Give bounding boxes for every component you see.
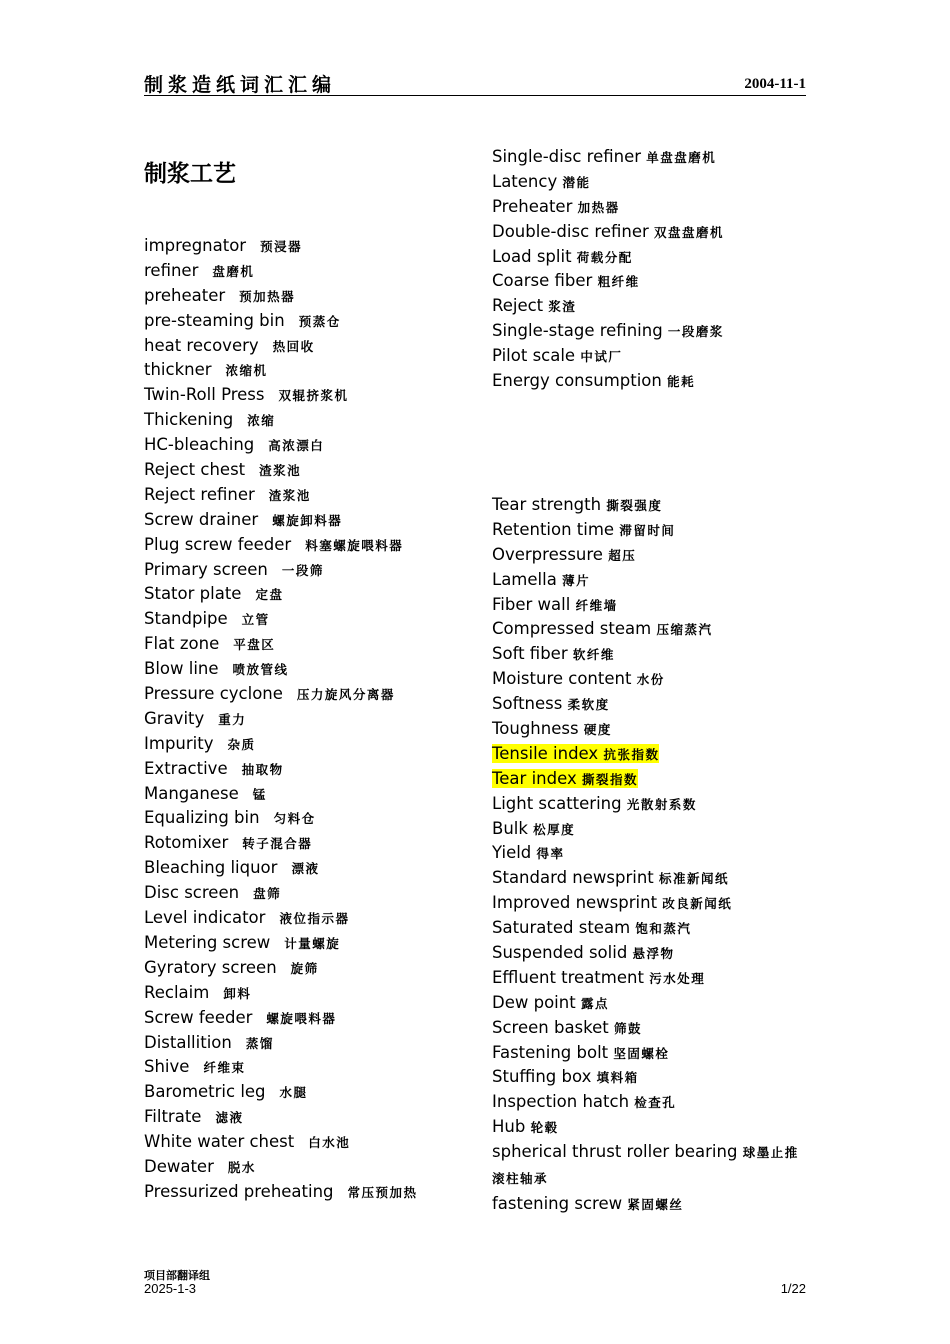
- term-english: Fiber wall: [492, 594, 571, 614]
- glossary-entry: [144, 632, 418, 657]
- term-chinese: 松厚度: [533, 821, 576, 837]
- glossary-entry: [144, 806, 418, 831]
- term-english: Overpressure: [492, 544, 603, 564]
- term-english: Impurity: [144, 733, 214, 753]
- glossary-entry: [144, 956, 418, 981]
- term-chinese: 滤液: [215, 1110, 244, 1126]
- glossary-entry: [144, 259, 418, 284]
- section-title: 制浆工艺: [144, 161, 236, 187]
- term-chinese: 锰: [252, 786, 267, 802]
- glossary-entry: [144, 856, 418, 881]
- glossary-entry: [144, 309, 418, 334]
- term-english: Manganese: [144, 783, 239, 803]
- term-chinese: 预蒸仓: [298, 313, 341, 329]
- term-english: Lamella: [492, 569, 557, 589]
- glossary-entry: [492, 1140, 812, 1192]
- header-rule: [144, 95, 806, 96]
- term-chinese: 软纤维: [572, 647, 615, 663]
- term-chinese: 撕裂指数: [581, 771, 638, 787]
- term-chinese: 盘筛: [253, 886, 282, 902]
- term-chinese: 盘磨机: [212, 263, 255, 279]
- term-chinese: 一段磨浆: [667, 324, 724, 340]
- term-english: Double-disc refiner: [492, 221, 649, 241]
- term-chinese: 渣浆池: [259, 463, 302, 479]
- term-chinese: 饱和蒸汽: [635, 921, 692, 937]
- term-chinese: 常压预加热: [347, 1184, 418, 1200]
- glossary-entry: [492, 692, 812, 717]
- term-english: Reject refiner: [144, 484, 255, 504]
- term-english: Toughness: [492, 719, 579, 739]
- term-chinese: 撕裂强度: [606, 498, 663, 513]
- glossary-entry: [144, 906, 418, 931]
- term-english: Improved newsprint: [492, 893, 658, 913]
- term-chinese: 纤维墙: [575, 597, 618, 613]
- glossary-entry: [144, 782, 418, 807]
- glossary-entry: [492, 1090, 812, 1115]
- glossary-entry: [492, 1192, 812, 1217]
- glossary-entry: [144, 358, 418, 383]
- highlighted-term: [492, 744, 659, 763]
- term-chinese: 螺旋卸料器: [272, 512, 343, 528]
- term-chinese: 热回收: [272, 338, 315, 354]
- term-chinese: 喷放管线: [232, 662, 289, 678]
- glossary-entry: [144, 707, 418, 732]
- footer-organization: 项目部翻译组: [144, 1269, 210, 1282]
- term-chinese: 筛鼓: [614, 1020, 643, 1036]
- term-chinese: 填料箱: [596, 1070, 639, 1086]
- term-chinese: 渣浆池: [268, 487, 311, 503]
- glossary-entry: [144, 732, 418, 757]
- glossary-entry: [492, 220, 724, 245]
- term-chinese: 脱水: [227, 1159, 256, 1175]
- term-chinese: 旋筛: [290, 960, 319, 976]
- term-chinese: 加热器: [577, 199, 620, 215]
- glossary-entry: [144, 558, 418, 583]
- term-chinese: 滞留时间: [619, 522, 676, 538]
- glossary-entry: [492, 617, 812, 642]
- document-header-date: 2004-11-1: [744, 76, 806, 92]
- term-english: preheater: [144, 285, 226, 305]
- term-chinese: 轮毂: [530, 1120, 559, 1136]
- term-chinese: 水腿: [279, 1085, 308, 1101]
- glossary-entry: [492, 742, 812, 767]
- term-chinese: 压力旋风分离器: [296, 687, 395, 703]
- term-english: fastening screw: [492, 1193, 623, 1213]
- glossary-entry: [144, 1031, 418, 1056]
- footer-date: 2025-1-3: [144, 1281, 197, 1296]
- glossary-entry: [492, 369, 724, 394]
- term-english: spherical thrust roller bearing: [492, 1142, 738, 1162]
- glossary-entry: [144, 284, 418, 309]
- term-english: thickner: [144, 360, 212, 380]
- term-english: Blow line: [144, 659, 219, 679]
- glossary-entry: [144, 1130, 418, 1155]
- term-chinese: 坚固螺栓: [613, 1045, 670, 1061]
- term-english: Gravity: [144, 708, 205, 728]
- term-english: Soft fiber: [492, 644, 568, 664]
- term-english: Barometric leg: [144, 1082, 266, 1102]
- term-chinese: 检查孔: [634, 1095, 677, 1111]
- term-english: Bulk: [492, 818, 528, 838]
- term-english: Suspended solid: [492, 943, 628, 963]
- term-english: Load split: [492, 246, 572, 266]
- term-chinese: 计量螺旋: [284, 935, 341, 951]
- term-chinese: 潜能: [562, 174, 591, 190]
- glossary-entry: [492, 170, 724, 195]
- term-english: Bleaching liquor: [144, 858, 278, 878]
- term-english: Retention time: [492, 519, 615, 539]
- term-english: Reject chest: [144, 460, 246, 480]
- term-chinese: 重力: [218, 711, 247, 727]
- term-chinese: 浆渣: [548, 299, 577, 315]
- term-english: Plug screw feeder: [144, 534, 292, 554]
- term-english: Stuffing box: [492, 1067, 592, 1087]
- glossary-entry: [492, 817, 812, 842]
- term-chinese: 纤维束: [203, 1060, 246, 1076]
- glossary-entry: [144, 831, 418, 856]
- term-english: Level indicator: [144, 908, 266, 928]
- term-english: Dew point: [492, 992, 576, 1012]
- term-chinese: 平盘区: [233, 637, 276, 653]
- glossary-entry: [492, 543, 812, 568]
- term-english: Reclaim: [144, 982, 210, 1002]
- term-chinese: 双盘盘磨机: [654, 224, 725, 240]
- glossary-entry: [492, 841, 812, 866]
- glossary-entry: [144, 582, 418, 607]
- term-english: Inspection hatch: [492, 1092, 630, 1112]
- term-chinese: 单盘盘磨机: [646, 150, 717, 165]
- glossary-entry: [492, 269, 724, 294]
- term-english: Filtrate: [144, 1107, 202, 1127]
- term-english: Equalizing bin: [144, 808, 260, 828]
- term-english: heat recovery: [144, 335, 259, 355]
- term-english: Light scattering: [492, 793, 622, 813]
- glossary-entry: [144, 458, 418, 483]
- glossary-entry: [492, 568, 812, 593]
- term-english: Screw feeder: [144, 1007, 253, 1027]
- term-english: Reject: [492, 296, 544, 316]
- glossary-entry: [492, 319, 724, 344]
- term-chinese: 预浸器: [260, 239, 303, 254]
- term-chinese: 高浓漂白: [268, 438, 325, 454]
- glossary-column-left: [144, 234, 418, 1205]
- term-english: Tensile index: [492, 743, 599, 763]
- term-english: Dewater: [144, 1156, 214, 1176]
- term-english: Hub: [492, 1117, 526, 1137]
- term-english: Energy consumption: [492, 371, 662, 391]
- glossary-column-right-bottom: [492, 493, 812, 1217]
- term-english: Yield: [492, 843, 532, 863]
- term-english: Single-disc refiner: [492, 147, 642, 166]
- term-english: Pressure cyclone: [144, 684, 283, 704]
- glossary-entry: [144, 334, 418, 359]
- term-chinese: 柔软度: [567, 697, 610, 713]
- term-chinese: 改良新闻纸: [662, 896, 733, 912]
- page-number: 1/22: [780, 1281, 806, 1296]
- term-english: Softness: [492, 694, 563, 714]
- term-english: Standard newsprint: [492, 868, 654, 888]
- term-chinese: 悬浮物: [632, 946, 675, 962]
- glossary-entry: [144, 408, 418, 433]
- term-english: Tear index: [492, 768, 577, 788]
- term-chinese: 双辊挤浆机: [278, 388, 349, 404]
- glossary-entry: [144, 234, 418, 259]
- term-english: Preheater: [492, 196, 573, 216]
- term-english: refiner: [144, 260, 199, 280]
- term-english: HC-bleaching: [144, 435, 255, 455]
- glossary-entry: [144, 483, 418, 508]
- glossary-entry: [492, 344, 724, 369]
- glossary-entry: [144, 757, 418, 782]
- glossary-entry: [144, 657, 418, 682]
- term-chinese: 转子混合器: [242, 836, 313, 852]
- term-english: Pressurized preheating: [144, 1181, 334, 1201]
- term-chinese: 中试厂: [580, 349, 623, 365]
- glossary-entry: [492, 966, 812, 991]
- term-english: Metering screw: [144, 932, 271, 952]
- term-chinese: 得率: [536, 846, 565, 862]
- term-english: Pilot scale: [492, 346, 576, 366]
- glossary-entry: [144, 533, 418, 558]
- term-english: Coarse fiber: [492, 271, 593, 291]
- term-chinese: 标准新闻纸: [659, 871, 730, 887]
- glossary-entry: [144, 1105, 418, 1130]
- term-chinese: 杂质: [227, 736, 256, 752]
- document-header-title: 制浆造纸词汇汇编: [144, 74, 337, 96]
- glossary-entry: [492, 717, 812, 742]
- term-chinese: 球墨止推滚柱轴承: [492, 1145, 799, 1187]
- term-chinese: 光散射系数: [626, 796, 697, 812]
- term-chinese: 浓缩机: [225, 363, 268, 379]
- term-english: Thickening: [144, 410, 234, 430]
- term-english: Screw drainer: [144, 509, 259, 529]
- glossary-entry: [492, 767, 812, 792]
- glossary-entry: [492, 1041, 812, 1066]
- term-chinese: 水份: [636, 672, 665, 688]
- glossary-entry: [144, 1080, 418, 1105]
- glossary-entry: [492, 991, 812, 1016]
- glossary-entry: [144, 1006, 418, 1031]
- term-chinese: 露点: [580, 995, 609, 1011]
- glossary-entry: [144, 508, 418, 533]
- glossary-entry: [144, 1155, 418, 1180]
- term-english: Extractive: [144, 758, 228, 778]
- term-chinese: 漂液: [291, 861, 320, 877]
- glossary-entry: [492, 792, 812, 817]
- term-english: pre-steaming bin: [144, 310, 285, 330]
- glossary-entry: [492, 493, 812, 518]
- glossary-entry: [144, 931, 418, 956]
- term-chinese: 粗纤维: [597, 274, 640, 290]
- glossary-entry: [144, 881, 418, 906]
- term-chinese: 立管: [241, 612, 270, 628]
- term-english: Effluent treatment: [492, 967, 644, 987]
- term-english: Latency: [492, 171, 558, 191]
- term-english: Gyratory screen: [144, 957, 277, 977]
- term-english: Compressed steam: [492, 619, 652, 639]
- term-english: Twin-Roll Press: [144, 385, 265, 405]
- term-chinese: 预加热器: [239, 288, 296, 304]
- glossary-entry: [492, 891, 812, 916]
- term-english: Stator plate: [144, 584, 242, 604]
- term-chinese: 硬度: [583, 722, 612, 738]
- term-english: Rotomixer: [144, 833, 229, 853]
- term-english: Tear strength: [492, 495, 602, 514]
- term-chinese: 压缩蒸汽: [656, 622, 713, 638]
- term-chinese: 匀料仓: [273, 811, 316, 827]
- term-english: Distallition: [144, 1032, 232, 1052]
- term-english: impregnator: [144, 236, 247, 255]
- glossary-entry: [492, 667, 812, 692]
- term-chinese: 浓缩: [247, 413, 276, 429]
- glossary-entry: [144, 383, 418, 408]
- term-english: Fastening bolt: [492, 1042, 609, 1062]
- glossary-entry: [144, 607, 418, 632]
- glossary-column-right-top: [492, 145, 724, 394]
- term-chinese: 薄片: [562, 572, 591, 588]
- glossary-entry: [492, 1016, 812, 1041]
- term-chinese: 料塞螺旋喂料器: [305, 537, 404, 553]
- glossary-entry: [492, 916, 812, 941]
- term-english: Moisture content: [492, 669, 632, 689]
- term-english: Primary screen: [144, 559, 268, 579]
- glossary-entry: [144, 1180, 418, 1205]
- term-chinese: 螺旋喂料器: [266, 1010, 337, 1026]
- glossary-entry: [144, 1055, 418, 1080]
- term-chinese: 白水池: [308, 1135, 351, 1151]
- term-chinese: 蒸馏: [245, 1035, 274, 1051]
- term-english: Standpipe: [144, 609, 228, 629]
- term-english: Single-stage refining: [492, 321, 663, 341]
- glossary-entry: [492, 866, 812, 891]
- term-chinese: 抽取物: [241, 761, 284, 777]
- glossary-entry: [144, 981, 418, 1006]
- term-english: White water chest: [144, 1132, 295, 1152]
- term-chinese: 抗张指数: [603, 746, 660, 762]
- term-chinese: 一段筛: [281, 562, 324, 578]
- glossary-entry: [492, 145, 724, 170]
- term-english: Screen basket: [492, 1017, 609, 1037]
- term-english: Saturated steam: [492, 918, 631, 938]
- glossary-entry: [492, 642, 812, 667]
- term-chinese: 卸料: [223, 985, 252, 1001]
- term-chinese: 定盘: [255, 587, 284, 603]
- glossary-entry: [492, 1065, 812, 1090]
- term-chinese: 液位指示器: [279, 911, 350, 927]
- term-chinese: 能耗: [667, 374, 696, 390]
- term-english: Disc screen: [144, 883, 240, 903]
- term-english: Flat zone: [144, 634, 220, 654]
- glossary-entry: [492, 1115, 812, 1140]
- term-chinese: 污水处理: [649, 970, 706, 986]
- term-chinese: 荷载分配: [576, 249, 633, 265]
- glossary-entry: [144, 433, 418, 458]
- term-english: Shive: [144, 1057, 190, 1077]
- glossary-entry: [492, 294, 724, 319]
- glossary-entry: [492, 593, 812, 618]
- term-chinese: 超压: [608, 547, 637, 563]
- glossary-entry: [492, 941, 812, 966]
- glossary-entry: [492, 195, 724, 220]
- glossary-entry: [144, 682, 418, 707]
- term-chinese: 紧固螺丝: [627, 1196, 684, 1212]
- highlighted-term: [492, 769, 638, 788]
- glossary-entry: [492, 245, 724, 270]
- glossary-entry: [492, 518, 812, 543]
